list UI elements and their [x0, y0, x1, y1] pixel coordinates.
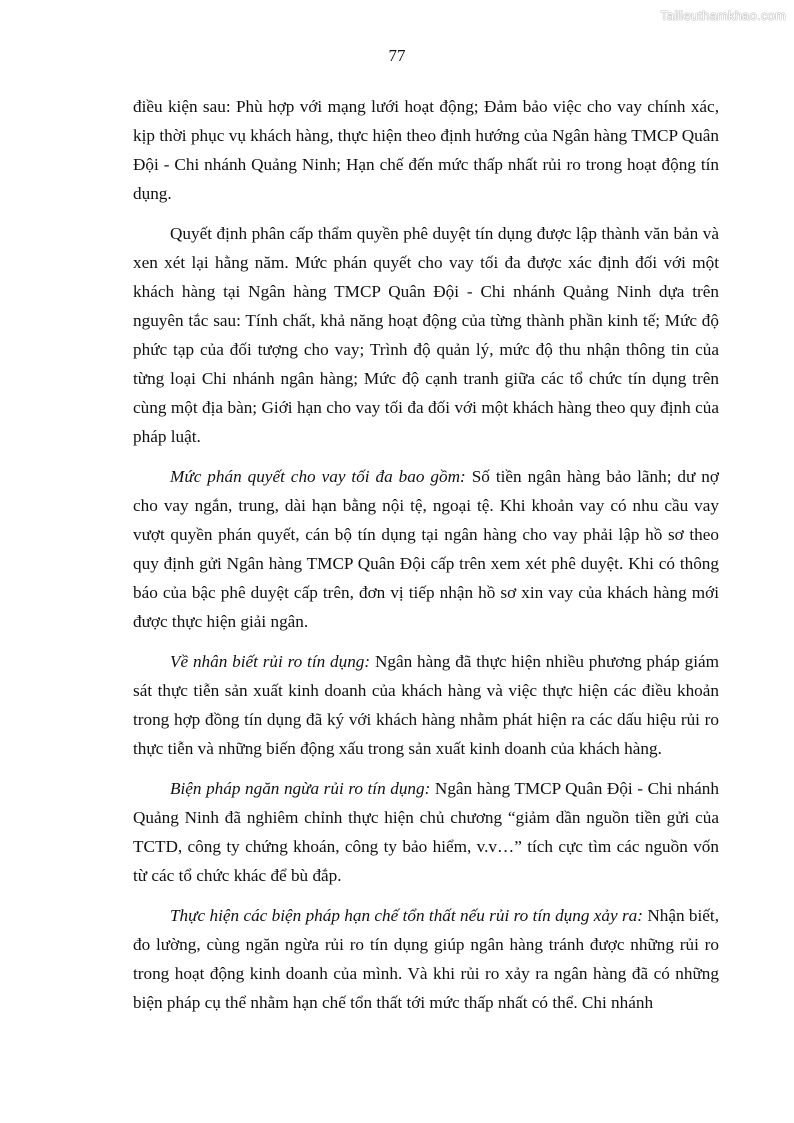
- paragraph-text: Quyết định phân cấp thẩm quyền phê duyệt tín dụng được lập thành văn bản và xen xét lại hằng năm. Mức phán quyết cho vay tối đa được xác định đối với một khách hàng tại Ngân hàng TMCP Quân Đội - Chi nhánh Quảng Ninh dựa trên nguyên tắc sau: Tính chất, khả năng hoạt động của từng thành phần kinh tế; Mức độ phức tạp của đối tượng cho vay; Trình độ quản lý, mức độ thu nhận thông tin của từng loại Chi nhánh ngân hàng; Mức độ cạnh tranh giữa các tổ chức tín dụng trên cùng một địa bàn; Giới hạn cho vay tối đa đối với một khách hàng theo quy định của pháp luật.: [133, 224, 719, 446]
- paragraph-lead: Biện pháp ngăn ngừa rủi ro tín dụng:: [170, 779, 431, 798]
- paragraph-text: Ngân hàng TMCP Quân Đội - Chi nhánh Quảng Ninh đã nghiêm chỉnh thực hiện chủ chương “giảm dần nguồn tiền gửi của TCTD, công ty chứng khoán, công ty bảo hiểm, v.v…” tích cực tìm các nguồn vốn từ các tổ chức khác để bù đắp.: [133, 779, 719, 885]
- paragraph-text: Ngân hàng đã thực hiện nhiều phương pháp giám sát thực tiễn sản xuất kinh doanh của khách hàng và việc thực hiện các điều khoản trong hợp đồng tín dụng đã ký với khách hàng nhằm phát hiện ra các dấu hiệu rủi ro thực tiễn và những biến động xấu trong sản xuất kinh doanh của khách hàng.: [133, 652, 719, 758]
- paragraph: [133, 774, 719, 890]
- paragraph-text: điều kiện sau: Phù hợp với mạng lưới hoạt động; Đảm bảo việc cho vay chính xác, kịp thời phục vụ khách hàng, thực hiện theo định hướng của Ngân hàng TMCP Quân Đội - Chi nhánh Quảng Ninh; Hạn chế đến mức thấp nhất rủi ro trong hoạt động tín dụng.: [133, 97, 719, 203]
- paragraph-lead: Mức phán quyết cho vay tối đa bao gồm:: [170, 467, 466, 486]
- paragraph: [133, 219, 719, 451]
- paragraph-text: Nhận biết, đo lường, cùng ngăn ngừa rủi ro tín dụng giúp ngân hàng tránh được những rủi ro trong hoạt động kinh doanh của mình. Và khi rủi ro xảy ra ngân hàng đã có những biện pháp cụ thể nhằm hạn chế tổn thất tới mức thấp nhất có thể. Chi nhánh: [133, 906, 719, 1012]
- paragraph-text: Số tiền ngân hàng bảo lãnh; dư nợ cho vay ngắn, trung, dài hạn bằng nội tệ, ngoại tệ. Khi khoản vay có nhu cầu vay vượt quyền phán quyết, cán bộ tín dụng tại ngân hàng cho vay phải lập hồ sơ theo quy định gửi Ngân hàng TMCP Quân Đội cấp trên xem xét phê duyệt. Khi có thông báo của bậc phê duyệt cấp trên, đơn vị tiếp nhận hồ sơ xin vay của khách hàng mới được thực hiện giải ngân.: [133, 467, 719, 631]
- page-number: 77: [388, 46, 406, 65]
- paragraph: [133, 92, 719, 208]
- paragraph: [133, 901, 719, 1017]
- paragraph-lead: Về nhân biết rủi ro tín dụng:: [170, 652, 371, 671]
- document-body: [133, 92, 719, 1028]
- paragraph: [133, 647, 719, 763]
- paragraph-lead: Thực hiện các biện pháp hạn chế tổn thất nếu rủi ro tín dụng xảy ra:: [170, 906, 643, 925]
- paragraph: [133, 462, 719, 636]
- watermark: Tailieuthamkhao.com: [660, 8, 786, 23]
